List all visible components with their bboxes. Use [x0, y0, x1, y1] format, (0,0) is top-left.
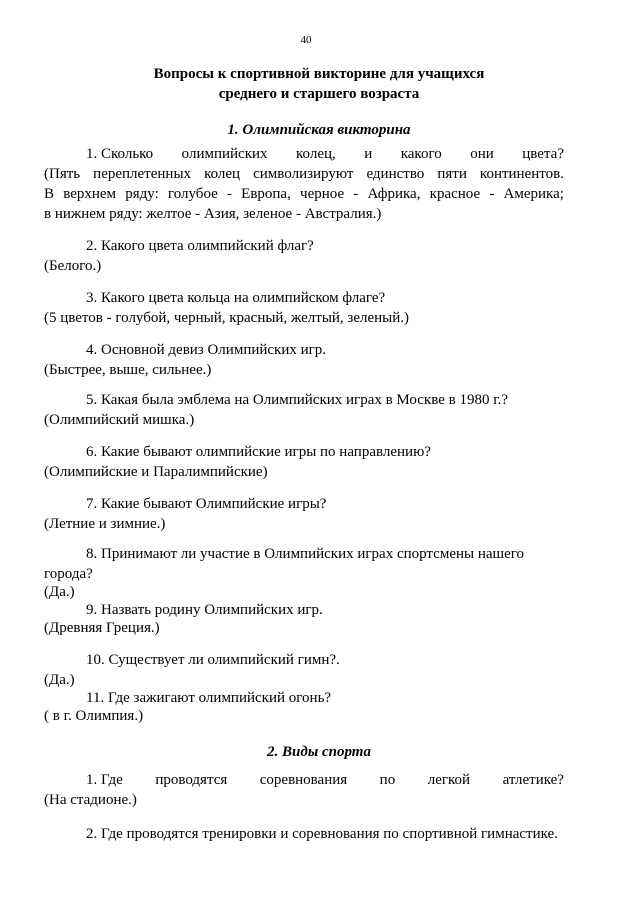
word: - — [353, 186, 359, 202]
answer-7: (Летние и зимние.) — [44, 516, 166, 532]
question-1-line-3 — [44, 186, 564, 203]
question-8: 8. Принимают ли участие в Олимпийских играх спортсмены нашего — [86, 546, 525, 562]
section-2-question-1 — [86, 772, 564, 789]
word: они — [470, 146, 494, 162]
question-3: 3. Какого цвета кольца на олимпийском флаге? — [86, 290, 386, 306]
answer-9: (Древняя Греция.) — [44, 620, 160, 636]
question-9: 9. Назвать родину Олимпийских игр. — [86, 602, 323, 618]
question-8-continued: города? — [44, 566, 93, 582]
question-11: 11. Где зажигают олимпийский огонь? — [86, 690, 332, 706]
question-2: 2. Какого цвета олимпийский флаг? — [86, 238, 314, 254]
word: цвета? — [522, 146, 564, 162]
word: символизируют — [253, 166, 354, 182]
page-title-line-1: Вопросы к спортивной викторине для учащихся — [153, 66, 485, 82]
word: и — [364, 146, 373, 162]
word: Америка; — [503, 186, 564, 202]
answer-5: (Олимпийский мишка.) — [44, 412, 195, 428]
word: 1. Где — [86, 772, 123, 788]
word: голубое — [167, 186, 218, 202]
page-number: 40 — [300, 34, 312, 46]
section-heading-sports-types: 2. Виды спорта — [267, 744, 371, 760]
answer-4: (Быстрее, выше, сильнее.) — [44, 362, 212, 378]
word: - — [489, 186, 495, 202]
answer-10: (Да.) — [44, 672, 75, 688]
answer-11: ( в г. Олимпия.) — [44, 708, 144, 724]
word: ряду: — [125, 186, 159, 202]
word: верхнем — [63, 186, 117, 202]
answer-2: (Белого.) — [44, 258, 102, 274]
question-5: 5. Какая была эмблема на Олимпийских играх в Москве в 1980 г.? — [86, 392, 509, 408]
word: легкой — [427, 772, 471, 788]
word: колец, — [296, 146, 336, 162]
word: колец — [204, 166, 241, 182]
word: олимпийских — [181, 146, 268, 162]
section-2-question-2: 2. Где проводятся тренировки и соревнования по спортивной гимнастике. — [86, 826, 558, 842]
word: проводятся — [155, 772, 228, 788]
word: Африка, — [367, 186, 421, 202]
word: В — [44, 186, 55, 202]
word: Европа, — [241, 186, 291, 202]
page-title-line-2: среднего и старшего возраста — [218, 86, 420, 102]
word: единство — [366, 166, 425, 182]
section-heading-olympic-quiz: 1. Олимпийская викторина — [227, 122, 411, 138]
question-7: 7. Какие бывают Олимпийские игры? — [86, 496, 327, 512]
word: соревнования — [259, 772, 348, 788]
answer-3: (5 цветов - голубой, черный, красный, желтый, зеленый.) — [44, 310, 410, 326]
word: атлетике? — [502, 772, 564, 788]
word: континентов. — [479, 166, 564, 182]
answer-8: (Да.) — [44, 584, 75, 600]
word: какого — [400, 146, 442, 162]
word: красное — [429, 186, 481, 202]
word: (Пять — [44, 166, 81, 182]
question-1-line-4: в нижнем ряду: желтое - Азия, зеленое - Австралия.) — [44, 206, 382, 222]
section-2-answer-1: (На стадионе.) — [44, 792, 137, 808]
question-6: 6. Какие бывают олимпийские игры по направлению? — [86, 444, 431, 460]
word: пяти — [437, 166, 467, 182]
question-10: 10. Существует ли олимпийский гимн?. — [86, 652, 340, 668]
answer-6: (Олимпийские и Паралимпийские) — [44, 464, 268, 480]
word: черное — [300, 186, 345, 202]
question-1-line-2 — [44, 166, 564, 183]
question-4: 4. Основной девиз Олимпийских игр. — [86, 342, 327, 358]
word: - — [226, 186, 232, 202]
word: по — [379, 772, 396, 788]
word: 1. Сколько — [86, 146, 154, 162]
question-1-line-1 — [86, 146, 564, 163]
word: переплетенных — [93, 166, 192, 182]
